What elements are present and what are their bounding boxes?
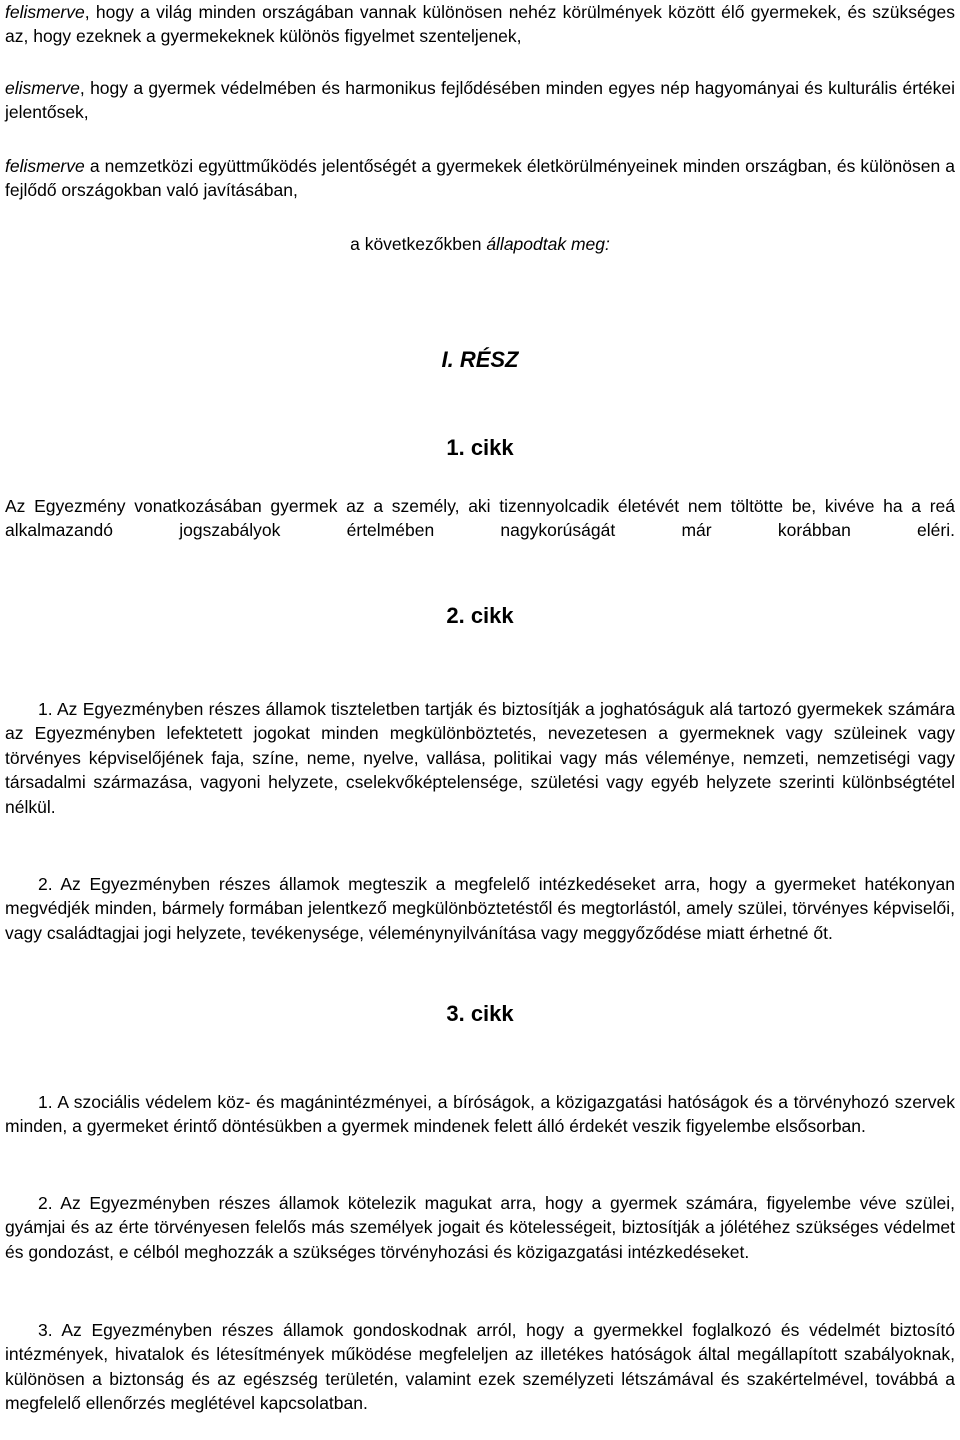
preamble-clause-2 [5, 76, 955, 125]
article-3-paragraph-2: 2. Az Egyezményben részes államok kötelezik magukat arra, hogy a gyermek számára, figyelembe véve szülei, gyámjai és az érte törvényesen felelős más személyek jogait és kötelességeit, biztosítják a jólétéhez szükséges védelmet és gondozást, e célból meghozzák a szükséges törvényhozási és közigazgatási intézkedéseket. [5, 1193, 955, 1262]
part-title: I. RÉSZ [441, 347, 519, 372]
preamble-lead: felismerve [5, 2, 85, 22]
agreement-text: a következőkben [350, 234, 487, 254]
agreement-line [0, 232, 960, 256]
preamble-text: a nemzetközi együttműködés jelentőségét a gyermekek életkörülményeinek minden országban, és különösen a fejlődő országokban való javításában, [5, 156, 955, 201]
article-3-paragraph-3: 3. Az Egyezményben részes államok gondoskodnak arról, hogy a gyermekkel foglalkozó és védelmét biztosító intézmények, hivatalok és létesítmények működése megfeleljen az illetékes hatóságok által megállapított szabályoknak, különösen a biztonság és az egészség területén, valamint ezek személyzeti létszámával és szakértelmével, továbbá a megfelelő ellenőrzés meglétével kapcsolatban. [5, 1320, 955, 1414]
preamble-text: , hogy a világ minden országában vannak különösen nehéz körülmények között élő gyermekek, és szükséges az, hogy ezeknek a gyermekeknek különös figyelmet szenteljenek, [5, 2, 955, 47]
article-2-paragraph-2: 2. Az Egyezményben részes államok megteszik a megfelelő intézkedéseket arra, hogy a gyermeket hatékonyan megvédjék minden, bármely formában jelentkező megkülönböztetéstől és megtorlástól, amely szülei, törvényes képviselői, vagy családtagjai jogi helyzete, tevékenysége, véleménynyilvánítása vagy meggyőződése miatt érhetné őt. [5, 874, 955, 943]
article-title-3: 3. cikk [446, 1001, 514, 1026]
article-title-1: 1. cikk [446, 435, 514, 460]
preamble-lead: elismerve [5, 78, 80, 98]
preamble-lead: felismerve [5, 156, 85, 176]
article-1-paragraph-1: Az Egyezmény vonatkozásában gyermek az a személy, aki tizennyolcadik életévét nem töltötte be, kivéve ha a reá alkalmazandó jogszabályok értelmében nagykorúságát már korábban eléri. [5, 496, 955, 541]
preamble-clause-1 [5, 0, 955, 49]
preamble-clause-3 [5, 154, 955, 203]
preamble-text: , hogy a gyermek védelmében és harmonikus fejlődésében minden egyes nép hagyományai és kulturális értékei jelentősek, [5, 78, 955, 123]
agreement-italic: állapodtak meg: [486, 234, 610, 254]
article-2-paragraph-1: 1. Az Egyezményben részes államok tiszteletben tartják és biztosítják a joghatóságuk alá tartozó gyermekek számára az Egyezményben lefektetett jogokat minden megkülönböztetés, nevezetesen a gyermeknek vagy szüleinek vagy törvényes képviselőjének faja, színe, neme, nyelve, vallása, politikai vagy más véleménye, nemzeti, nemzetiségi vagy társadalmi származása, vagyoni helyzete, cselekvőképtelensége, születési vagy egyéb helyzete szerinti különbségtétel nélkül. [5, 699, 955, 817]
article-3-paragraph-1: 1. A szociális védelem köz- és magánintézményei, a bíróságok, a közigazgatási hatóságok és a törvényhozó szervek minden, a gyermeket érintő döntésükben a gyermek mindenek felett álló érdekét veszik figyelembe elsősorban. [5, 1092, 955, 1137]
article-title-2: 2. cikk [446, 603, 514, 628]
